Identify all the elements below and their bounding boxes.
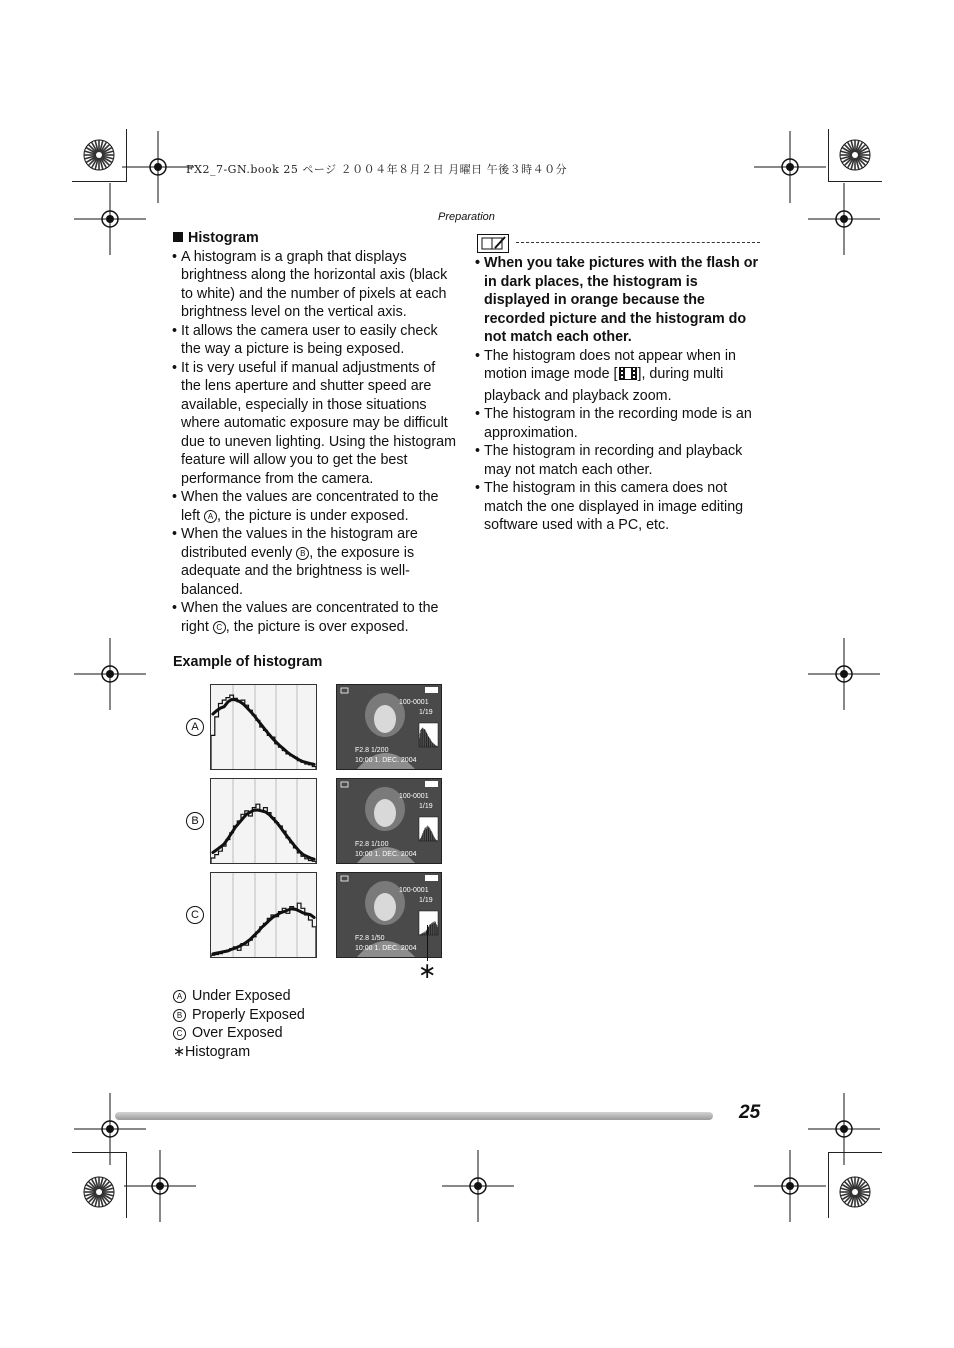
mark-a: A	[204, 510, 217, 523]
exposure-settings: F2.8 1/200	[355, 747, 389, 754]
crop-mark	[126, 129, 127, 182]
example-mark: B	[186, 812, 204, 830]
list-item: • The histogram does not appear when in motion image mode [ ], during multi playback and playback zoom.	[476, 347, 766, 406]
square-bullet-icon	[173, 232, 183, 242]
list-item: • It is very useful if manual adjustments of the lens aperture and shutter speed are available, especially in those situations where automatic exposure may be difficult due to uneven lighting. Using the histogram feature will allow you to get the best performance from the camera.	[173, 359, 458, 489]
color-wheel-icon	[83, 139, 115, 176]
legend-item: A Under Exposed	[173, 987, 305, 1006]
registration-mark-icon	[808, 638, 880, 715]
crop-mark	[828, 1152, 829, 1218]
registration-mark-icon	[442, 1150, 514, 1227]
histogram-graph	[210, 684, 317, 770]
crop-mark	[828, 129, 829, 182]
date-time: 10:00 1. DEC. 2004	[355, 851, 417, 858]
legend-item: ∗Histogram	[173, 1043, 251, 1060]
file-counter: 100-0001	[399, 793, 429, 800]
example-title: Example of histogram	[173, 654, 323, 670]
print-header: FX2_7-GN.book 25 ページ ２００４年８月２日 月曜日 午後３時４０分	[186, 163, 568, 176]
date-time: 10:00 1. DEC. 2004	[355, 757, 417, 764]
color-wheel-icon	[839, 139, 871, 176]
note-divider	[516, 242, 760, 243]
registration-mark-icon	[124, 1150, 196, 1227]
camera-screen	[336, 778, 442, 864]
histogram-asterisk: ∗	[418, 958, 437, 983]
histogram-graph	[210, 778, 317, 864]
frame-count: 1/19	[419, 803, 433, 810]
crop-mark	[126, 1152, 127, 1218]
list-item: • The histogram in recording and playback may not match each other.	[476, 442, 766, 479]
camera-screen	[336, 684, 442, 770]
notes-column	[476, 254, 766, 535]
section-label: Preparation	[438, 211, 495, 223]
example-mark: C	[186, 906, 204, 924]
list-item: • When you take pictures with the flash or in dark places, the histogram is displayed in orange because the recorded picture and the histogram do not match each other.	[476, 254, 766, 347]
histogram-graph	[210, 872, 317, 958]
legend-item: B Properly Exposed	[173, 1006, 305, 1025]
crop-mark	[828, 181, 882, 182]
list-item: • When the values are concentrated to the left A , the picture is under exposed.	[173, 488, 458, 525]
file-counter: 100-0001	[399, 699, 429, 706]
date-time: 10:00 1. DEC. 2004	[355, 945, 417, 952]
list-item: • When the values are concentrated to the right C , the picture is over exposed.	[173, 599, 458, 636]
registration-mark-icon	[754, 1150, 826, 1227]
example-mark: A	[186, 718, 204, 736]
histogram-bullets	[173, 248, 458, 637]
registration-mark-icon	[74, 638, 146, 715]
note-icon	[477, 234, 509, 253]
histogram-column	[173, 229, 458, 636]
crop-mark	[72, 1152, 126, 1153]
frame-count: 1/19	[419, 709, 433, 716]
crop-mark	[72, 181, 126, 182]
list-item: • When the values in the histogram are distributed evenly B , the exposure is adequate and the brightness is well-balanced.	[173, 525, 458, 599]
list-item: • The histogram in the recording mode is an approximation.	[476, 405, 766, 442]
color-wheel-icon	[83, 1176, 115, 1213]
notes-bullets	[476, 254, 766, 535]
exposure-settings: F2.8 1/50	[355, 935, 385, 942]
motion-image-icon	[618, 366, 638, 387]
list-item: • The histogram in this camera does not match the one displayed in image editing software used with a PC, etc.	[476, 479, 766, 535]
legend	[173, 987, 305, 1061]
frame-count: 1/19	[419, 897, 433, 904]
mark-b: B	[296, 547, 309, 560]
mark-c: C	[213, 621, 226, 634]
exposure-settings: F2.8 1/100	[355, 841, 389, 848]
list-item: • It allows the camera user to easily check the way a picture is being exposed.	[173, 322, 458, 359]
histogram-heading: Histogram	[173, 229, 458, 248]
legend-item: C Over Exposed	[173, 1024, 305, 1043]
color-wheel-icon	[839, 1176, 871, 1213]
asterisk-leader-line	[427, 925, 428, 961]
registration-mark-icon	[74, 183, 146, 260]
file-counter: 100-0001	[399, 887, 429, 894]
list-item: • A histogram is a graph that displays brightness along the horizontal axis (black to white) and the number of pixels at each brightness level on the vertical axis.	[173, 248, 458, 322]
crop-mark	[828, 1152, 882, 1153]
registration-mark-icon	[808, 183, 880, 260]
page-number: 25	[739, 1102, 761, 1123]
footer-bar	[115, 1112, 713, 1120]
